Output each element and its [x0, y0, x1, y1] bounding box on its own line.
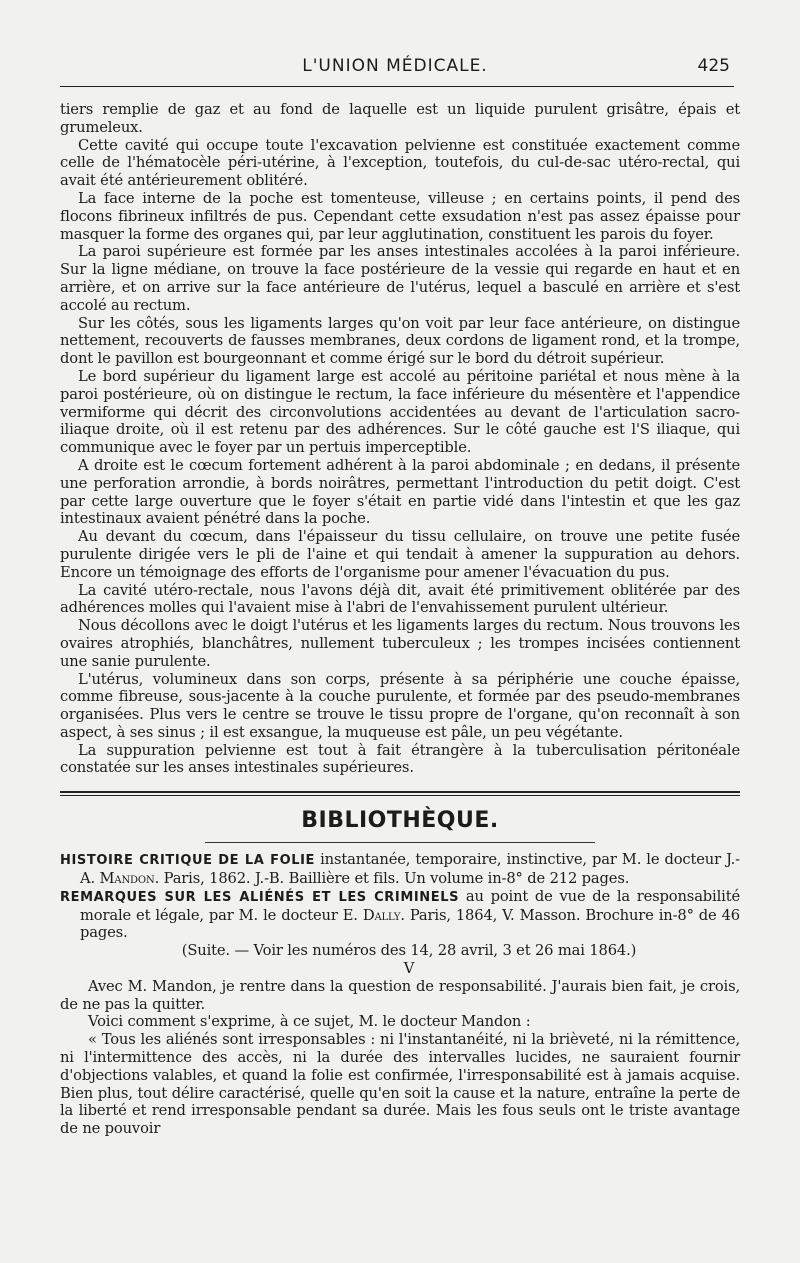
- paragraph: Sur les côtés, sous les ligaments larges qu'on voit par leur face antérieure, on distingue nettement, recouverts de fausses membranes, deux cordons de ligament rond, et la trompe, dont le pavillon est bourgeonnant et comme érigé sur le bord du détroit supérieur.: [60, 314, 740, 368]
- series-note: (Suite. — Voir les numéros des 14, 28 avril, 3 et 26 mai 1864.): [181, 942, 637, 960]
- section-divider: [60, 791, 740, 796]
- paragraph: L'utérus, volumineux dans son corps, présente à sa périphérie une couche épaisse, comme fibreuse, sous-jacente à la couche purulente, et formée par des pseudo-membranes organisées. Plus vers le centre se trouve le tissu propre de l'organe, qu'on reconnaît à son aspect, à ses sinus ; il est exsangue, la muqueuse est pâle, un peu végétante.: [60, 670, 740, 741]
- paragraph: A droite est le cœcum fortement adhérent à la paroi abdominale ; en dedans, il présente une perforation arrondie, à bords noirâtres, permettant l'introduction du petit doigt. C'est par cette large ouverture que le foyer s'était en partie vidé dans l'intestin et que les gaz intestinaux avaient pénétré dans la poche.: [60, 456, 740, 528]
- book-publication: . Paris, 1862. J.-B. Baillière et fils. Un volume in-8° de 212 pages.: [154, 870, 630, 888]
- paragraph: Avec M. Mandon, je rentre dans la question de responsabilité. J'aurais bien fait, je crois, de ne pas la quitter.: [60, 977, 740, 1013]
- book-publication: . Paris, 1864, V. Masson. Brochure in-8° de 46 pages.: [80, 906, 740, 942]
- paragraph: La suppuration pelvienne est tout à fait étrangère à la tuberculisation péritonéale constatée sur les anses intestinales supérieures.: [60, 741, 740, 777]
- title-rule: [205, 842, 595, 843]
- book-author: Dally: [362, 906, 401, 924]
- paragraph: Nous décollons avec le doigt l'utérus et les ligaments larges du rectum. Nous trouvons les ovaires atrophiés, blanchâtres, nullement tuberculeux ; les trompes incisées contiennent une sanie purulente.: [60, 617, 740, 670]
- book-author: Mandon: [99, 870, 155, 888]
- book-description: au point de vue de la responsabilité morale et légale, par M. le docteur E.: [80, 887, 740, 924]
- header-rule: [60, 86, 734, 87]
- paragraph: La face interne de la poche est tomenteuse, villeuse ; en certains points, il pend des flocons fibrineux infiltrés de pus. Cependant cette exsudation n'est pas assez épaisse pour masquer la forme des organes qui, par leur agglutination, constituent les parois du foyer.: [60, 189, 740, 243]
- journal-title: L'UNION MÉDICALE.: [302, 56, 488, 76]
- paragraph: La cavité utéro-rectale, nous l'avons déjà dit, avait été primitivement oblitérée par des adhérences molles qui l'avaient mise à l'abri de l'envahissement purulent ultérieur.: [60, 581, 740, 617]
- paragraph: Voici comment s'exprime, à ce sujet, M. le docteur Mandon :: [88, 1013, 531, 1031]
- section-title: BIBLIOTHÈQUE.: [301, 808, 499, 834]
- quotation: « Tous les aliénés sont irresponsables : ni l'instantanéité, ni la brièveté, ni la rémittence, ni l'intermittence des accès, ni la durée des intervalles lucides, ne sauraient fournir d'objections valables, et quand la folie est confirmée, l'irresponsabilité est à jamais acquise. Bien plus, tout délire caractérisé, quelle qu'en soit la cause et la nature, entraîne la perte de la liberté et rend irresponsable pendant sa durée. Mais les fous seuls ont le triste avantage de ne pouvoir: [60, 1031, 740, 1138]
- book-title: REMARQUES SUR LES ALIÉNÉS ET LES CRIMINELS: [60, 889, 460, 905]
- paragraph: La paroi supérieure est formée par les anses intestinales accolées à la paroi inférieure. Sur la ligne médiane, on trouve la face postérieure de la vessie qui regarde en haut et en arrière, et on arrive sur la face antérieure de l'utérus, lequel a basculé en arrière et s'est accolé au rectum.: [60, 243, 740, 314]
- book-entry: [60, 888, 740, 942]
- paragraph: tiers remplie de gaz et au fond de laquelle est un liquide purulent grisâtre, épais et grumeleux.: [60, 101, 740, 136]
- paragraph: Au devant du cœcum, dans l'épaisseur du tissu cellulaire, on trouve une petite fusée purulente dirigée vers le pli de l'aine et qui tendait à amener la suppuration au dehors. Encore un témoignage des efforts de l'organisme pour amener l'évacuation du pus.: [60, 528, 740, 581]
- part-number: V: [403, 960, 415, 978]
- page-number: 425: [697, 56, 730, 76]
- running-header: [60, 56, 730, 82]
- article-body: [60, 101, 740, 1138]
- paragraph: Cette cavité qui occupe toute l'excavation pelvienne est constituée exactement comme celle de l'hématocèle péri-utérine, à l'exception, toutefois, du cul-de-sac utéro-rectal, qui avait été antérieurement oblitéré.: [60, 136, 740, 190]
- book-title: HISTOIRE CRITIQUE DE LA FOLIE: [60, 853, 316, 869]
- book-description: instantanée, temporaire, instinctive, par M. le docteur J.-A.: [80, 851, 740, 888]
- paragraph: Le bord supérieur du ligament large est accolé au péritoine pariétal et nous mène à la paroi postérieure, où on distingue le rectum, la face inférieure du mésentère et l'appendice vermiforme qui décrit des circonvolutions accidentées au devant de l'articulation sacro-iliaque droite, où il est retenu par des adhérences. Sur le côté gauche est l'S iliaque, qui communique avec le foyer par un pertuis imperceptible.: [60, 367, 740, 457]
- book-entry: [60, 851, 740, 888]
